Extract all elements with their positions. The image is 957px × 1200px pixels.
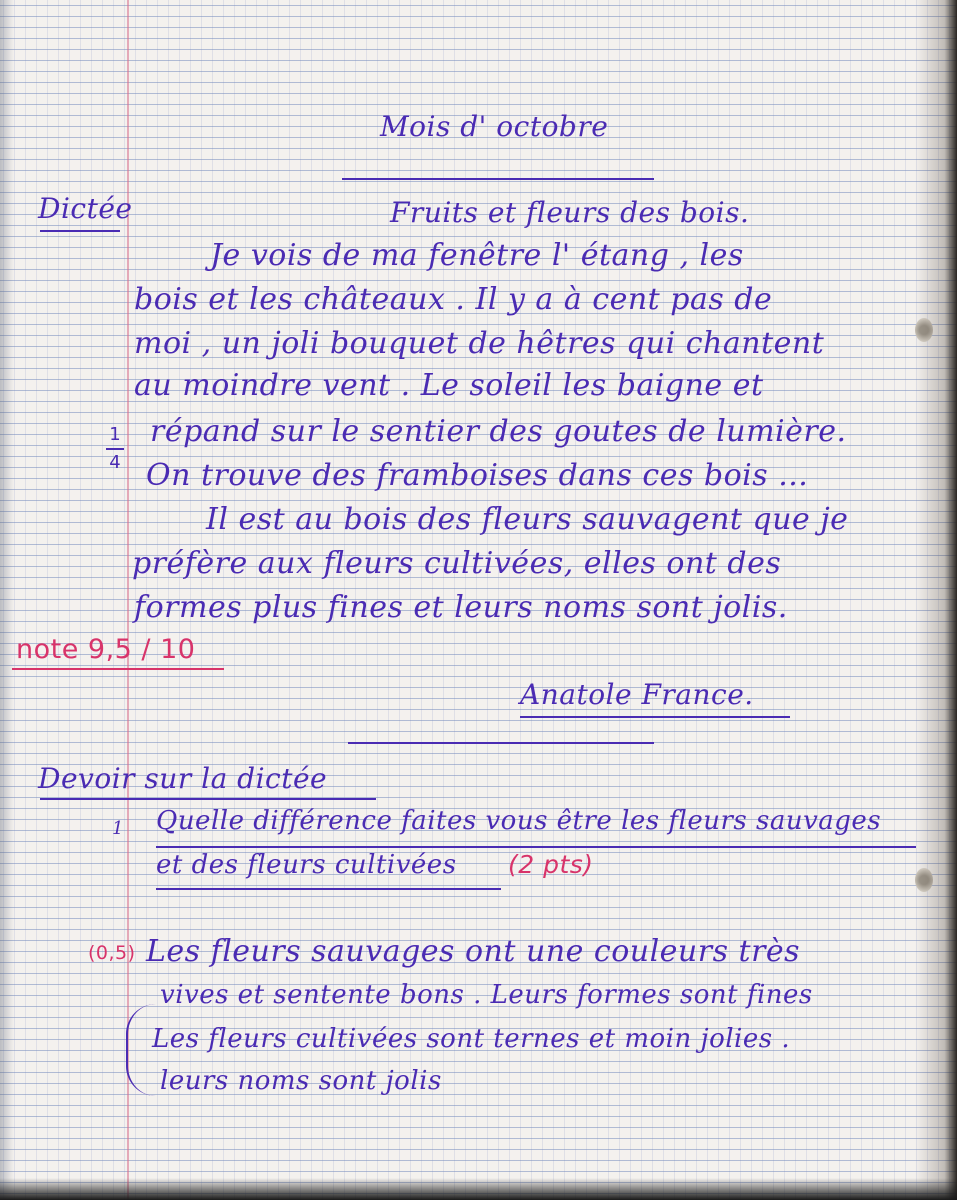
answer-score: (0,5): [88, 942, 136, 964]
page-edge-right: [915, 0, 957, 1200]
dictation-title: Fruits et fleurs des bois.: [390, 196, 750, 229]
author-signature: Anatole France.: [520, 678, 754, 711]
dictation-line: préfère aux fleurs cultivées, elles ont des: [132, 546, 782, 581]
heading-separator: [342, 178, 654, 180]
question-line: et des fleurs cultivées: [156, 850, 457, 880]
margin-fraction-bottom: 4: [109, 452, 121, 473]
dictation-line: répand sur le sentier des goutes de lumière.: [150, 414, 847, 449]
page-edge-bottom: [0, 1178, 957, 1200]
question-line: Quelle différence faites vous être les fleurs sauvages: [156, 806, 882, 836]
section-separator: [348, 742, 654, 744]
answer-line: leurs noms sont jolis: [160, 1066, 442, 1096]
dictation-line: formes plus fines et leurs noms sont jolis.: [134, 590, 788, 625]
margin-fraction-top: 1: [109, 424, 121, 445]
dictation-line: On trouve des framboises dans ces bois ...: [146, 458, 809, 493]
dictation-label: Dictée: [38, 192, 133, 225]
dictation-label-underline: [40, 230, 120, 232]
question-underline: [156, 888, 501, 890]
answer-line: Les fleurs cultivées sont ternes et moin jolies .: [152, 1024, 791, 1054]
grade-underline: [12, 668, 224, 670]
grade: note 9,5 / 10: [16, 634, 196, 665]
dictation-line: moi , un joli bouquet de hêtres qui chantent: [134, 326, 825, 361]
answer-line: vives et sentente bons . Leurs formes sont fines: [160, 980, 813, 1010]
dictation-line: Je vois de ma fenêtre l' étang , les: [210, 238, 744, 273]
homework-label: Devoir sur la dictée: [38, 762, 328, 795]
dictation-line: Il est au bois des fleurs sauvagent que je: [206, 502, 849, 537]
dictation-line: au moindre vent . Le soleil les baigne et: [134, 368, 764, 403]
author-underline: [520, 716, 790, 718]
margin-fraction-bar: [106, 448, 124, 450]
answer-line: Les fleurs sauvages ont une couleurs très: [146, 934, 801, 969]
page-edge-left: [0, 0, 14, 1200]
question-number: 1: [112, 818, 124, 839]
month-heading: Mois d' octobre: [380, 110, 609, 143]
homework-label-underline: [40, 798, 376, 800]
dictation-line: bois et les châteaux . Il y a à cent pas de: [134, 282, 773, 317]
question-underline: [156, 846, 916, 848]
question-points: (2 pts): [508, 850, 594, 879]
